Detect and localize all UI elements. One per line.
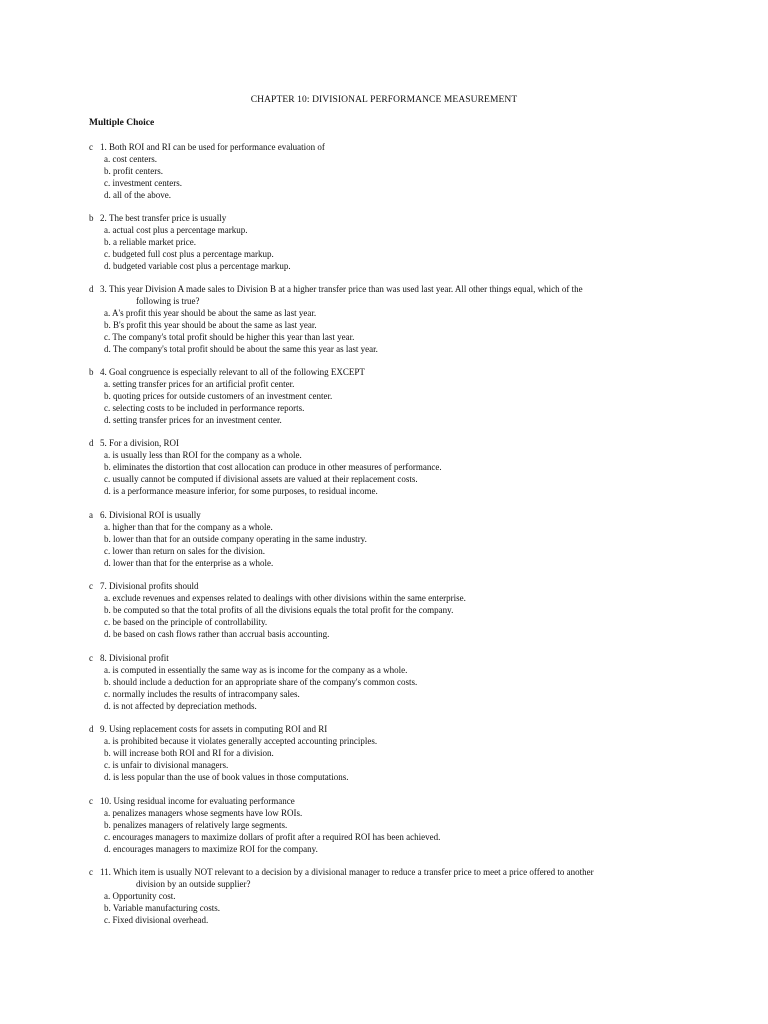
- question-number: 2.: [100, 213, 107, 223]
- question-9: [89, 723, 669, 783]
- choice-a: a. exclude revenues and expenses related to dealings with other divisions within the same enterprise.: [104, 593, 466, 603]
- question-number: 10.: [100, 796, 112, 806]
- question-number: 3.: [100, 284, 107, 294]
- choice-a: a. is computed in essentially the same way as is income for the company as a whole.: [104, 665, 408, 675]
- question-4: [89, 366, 669, 426]
- choice-d: d. budgeted variable cost plus a percentage markup.: [104, 261, 291, 271]
- question-stem: This year Division A made sales to Division B at a higher transfer price than was used last year. All other things equal, which of the: [109, 284, 583, 294]
- question-1: [89, 141, 669, 201]
- question-11: [89, 866, 669, 926]
- question-stem: Which item is usually NOT relevant to a decision by a divisional manager to reduce a transfer price to meet a price offered to another: [113, 867, 594, 877]
- choice-c: c. encourages managers to maximize dollars of profit after a required ROI has been achieved.: [104, 832, 441, 842]
- question-number: 4.: [100, 367, 107, 377]
- question-number: 11.: [100, 867, 111, 877]
- choice-a: a. actual cost plus a percentage markup.: [104, 225, 248, 235]
- answer-key: c: [89, 581, 93, 591]
- answer-key: c: [89, 867, 93, 877]
- choice-b: b. penalizes managers of relatively large segments.: [104, 820, 288, 830]
- question-number: 8.: [100, 653, 107, 663]
- choice-d: d. all of the above.: [104, 190, 171, 200]
- choice-b: b. lower than that for an outside company operating in the same industry.: [104, 534, 367, 544]
- choice-b: b. will increase both ROI and RI for a division.: [104, 748, 274, 758]
- section-heading: Multiple Choice: [89, 118, 155, 128]
- question-number: 5.: [100, 438, 107, 448]
- choice-b: b. should include a deduction for an appropriate share of the company's common costs.: [104, 677, 418, 687]
- choice-a: a. cost centers.: [104, 154, 157, 164]
- choice-b: b. profit centers.: [104, 166, 163, 176]
- choice-a: a. is usually less than ROI for the company as a whole.: [104, 450, 302, 460]
- choice-a: a. A's profit this year should be about the same as last year.: [104, 308, 317, 318]
- choice-b: b. eliminates the distortion that cost allocation can produce in other measures of performance.: [104, 462, 442, 472]
- choice-d: d. setting transfer prices for an investment center.: [104, 415, 282, 425]
- question-10: [89, 795, 669, 855]
- answer-key: b: [89, 213, 94, 223]
- question-6: [89, 509, 669, 569]
- choice-d: d. encourages managers to maximize ROI for the company.: [104, 844, 318, 854]
- question-8: [89, 652, 669, 712]
- choice-d: d. is a performance measure inferior, for some purposes, to residual income.: [104, 486, 378, 496]
- question-2: [89, 212, 669, 272]
- question-number: 1.: [100, 142, 107, 152]
- choice-a: a. setting transfer prices for an artificial profit center.: [104, 379, 295, 389]
- question-stem: For a division, ROI: [109, 438, 180, 448]
- question-stem-continued: following is true?: [136, 296, 200, 306]
- question-stem: Goal congruence is especially relevant to all of the following EXCEPT: [109, 367, 365, 377]
- choice-c: c. normally includes the results of intracompany sales.: [104, 689, 300, 699]
- choice-d: d. lower than that for the enterprise as a whole.: [104, 558, 274, 568]
- choice-c: c. budgeted full cost plus a percentage markup.: [104, 249, 274, 259]
- chapter-title: CHAPTER 10: DIVISIONAL PERFORMANCE MEASUREMENT: [250, 95, 518, 105]
- question-7: [89, 580, 669, 640]
- choice-c: c. The company's total profit should be higher this year than last year.: [104, 332, 355, 342]
- question-number: 7.: [100, 581, 107, 591]
- choice-c: c. usually cannot be computed if divisional assets are valued at their replacement costs.: [104, 474, 418, 484]
- choice-d: d. be based on cash flows rather than accrual basis accounting.: [104, 629, 330, 639]
- choice-c: c. lower than return on sales for the division.: [104, 546, 265, 556]
- choice-c: c. be based on the principle of controllability.: [104, 617, 268, 627]
- choice-b: b. quoting prices for outside customers of an investment center.: [104, 391, 333, 401]
- choice-c: c. selecting costs to be included in performance reports.: [104, 403, 305, 413]
- question-number: 9.: [100, 724, 107, 734]
- choice-a: a. penalizes managers whose segments have low ROIs.: [104, 808, 303, 818]
- answer-key: b: [89, 367, 94, 377]
- answer-key: c: [89, 796, 93, 806]
- answer-key: c: [89, 653, 93, 663]
- choice-b: b. a reliable market price.: [104, 237, 196, 247]
- choice-c: c. investment centers.: [104, 178, 182, 188]
- question-number: 6.: [100, 510, 107, 520]
- question-stem: Divisional profits should: [109, 581, 199, 591]
- choice-b: b. B's profit this year should be about the same as last year.: [104, 320, 317, 330]
- choice-d: d. is not affected by depreciation methods.: [104, 701, 257, 711]
- question-stem: Using replacement costs for assets in computing ROI and RI: [109, 724, 328, 734]
- answer-key: d: [89, 724, 94, 734]
- question-stem-continued: division by an outside supplier?: [136, 879, 251, 889]
- question-5: [89, 437, 669, 497]
- answer-key: d: [89, 284, 94, 294]
- question-3: [89, 283, 669, 355]
- question-stem: Divisional ROI is usually: [109, 510, 201, 520]
- answer-key: a: [89, 510, 93, 520]
- choice-d: d. The company's total profit should be about the same this year as last year.: [104, 344, 378, 354]
- choice-a: a. is prohibited because it violates generally accepted accounting principles.: [104, 736, 378, 746]
- choice-c: c. is unfair to divisional managers.: [104, 760, 229, 770]
- choice-b: b. Variable manufacturing costs.: [104, 903, 221, 913]
- answer-key: d: [89, 438, 94, 448]
- choice-d: d. is less popular than the use of book values in those computations.: [104, 772, 349, 782]
- question-stem: Both ROI and RI can be used for performance evaluation of: [109, 142, 325, 152]
- answer-key: c: [89, 142, 93, 152]
- question-stem: Divisional profit: [109, 653, 169, 663]
- choice-a: a. Opportunity cost.: [104, 891, 176, 901]
- question-stem: Using residual income for evaluating performance: [113, 796, 295, 806]
- choice-c: c. Fixed divisional overhead.: [104, 915, 209, 925]
- question-stem: The best transfer price is usually: [109, 213, 227, 223]
- choice-b: b. be computed so that the total profits of all the divisions equals the total profit for the company.: [104, 605, 454, 615]
- choice-a: a. higher than that for the company as a whole.: [104, 522, 273, 532]
